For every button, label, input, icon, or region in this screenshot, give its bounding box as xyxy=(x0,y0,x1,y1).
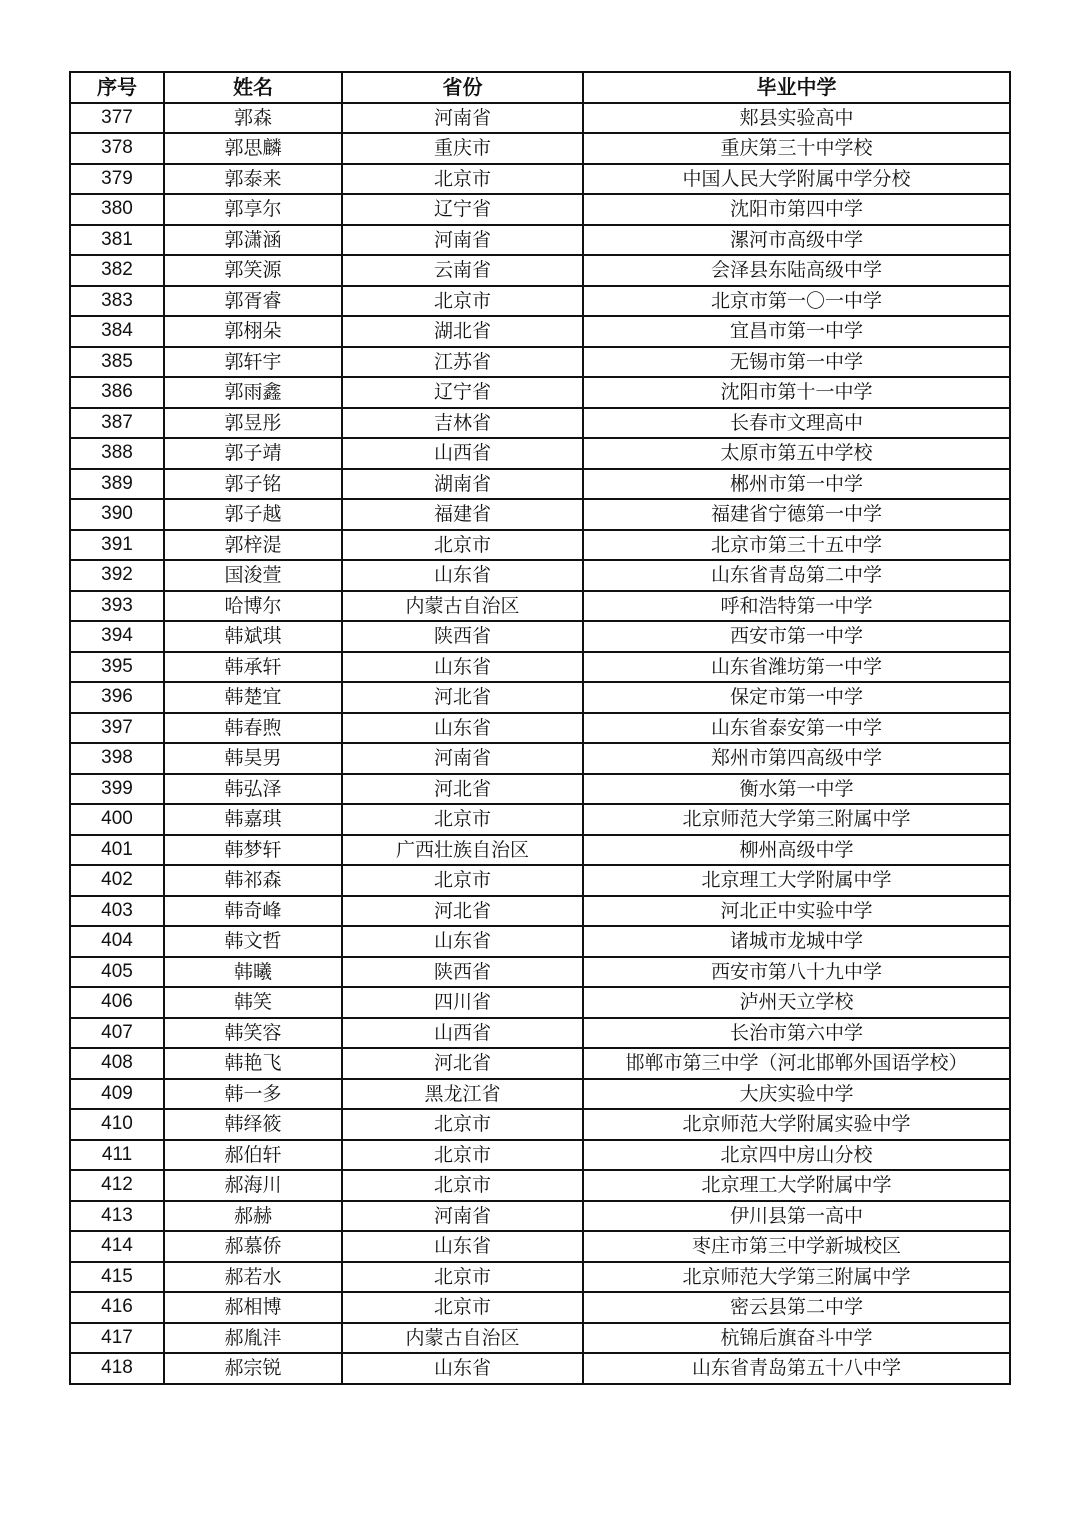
high-school-cell: 北京师范大学附属实验中学 xyxy=(583,1109,1010,1140)
serial-number-cell: 390 xyxy=(70,499,164,530)
serial-number-cell: 414 xyxy=(70,1231,164,1262)
high-school-cell: 北京四中房山分校 xyxy=(583,1140,1010,1171)
high-school-cell: 北京理工大学附属中学 xyxy=(583,1170,1010,1201)
header-province: 省份 xyxy=(342,72,583,103)
high-school-cell: 重庆第三十中学校 xyxy=(583,133,1010,164)
name-cell: 郭梓湜 xyxy=(164,530,342,561)
table-row xyxy=(70,1292,1010,1323)
high-school-cell: 郑州市第四高级中学 xyxy=(583,743,1010,774)
table-row xyxy=(70,255,1010,286)
province-cell: 云南省 xyxy=(342,255,583,286)
high-school-cell: 西安市第一中学 xyxy=(583,621,1010,652)
province-cell: 河北省 xyxy=(342,682,583,713)
serial-number-cell: 410 xyxy=(70,1109,164,1140)
serial-number-cell: 415 xyxy=(70,1262,164,1293)
name-cell: 哈博尔 xyxy=(164,591,342,622)
table-row xyxy=(70,682,1010,713)
name-cell: 郭子越 xyxy=(164,499,342,530)
table-row xyxy=(70,1140,1010,1171)
name-cell: 郭思麟 xyxy=(164,133,342,164)
province-cell: 河北省 xyxy=(342,896,583,927)
province-cell: 北京市 xyxy=(342,804,583,835)
province-cell: 山东省 xyxy=(342,560,583,591)
province-cell: 山东省 xyxy=(342,926,583,957)
table-row xyxy=(70,835,1010,866)
table-row xyxy=(70,1262,1010,1293)
province-cell: 河南省 xyxy=(342,1201,583,1232)
province-cell: 山西省 xyxy=(342,438,583,469)
high-school-cell: 郴州市第一中学 xyxy=(583,469,1010,500)
name-cell: 韩祁森 xyxy=(164,865,342,896)
table-row xyxy=(70,652,1010,683)
serial-number-cell: 413 xyxy=(70,1201,164,1232)
serial-number-cell: 387 xyxy=(70,408,164,439)
table-row xyxy=(70,438,1010,469)
province-cell: 北京市 xyxy=(342,1262,583,1293)
name-cell: 韩春煦 xyxy=(164,713,342,744)
high-school-cell: 山东省泰安第一中学 xyxy=(583,713,1010,744)
serial-number-cell: 398 xyxy=(70,743,164,774)
serial-number-cell: 380 xyxy=(70,194,164,225)
serial-number-cell: 384 xyxy=(70,316,164,347)
serial-number-cell: 379 xyxy=(70,164,164,195)
table-row xyxy=(70,377,1010,408)
serial-number-cell: 409 xyxy=(70,1079,164,1110)
province-cell: 山东省 xyxy=(342,652,583,683)
high-school-cell: 杭锦后旗奋斗中学 xyxy=(583,1323,1010,1354)
name-cell: 韩笑 xyxy=(164,987,342,1018)
name-cell: 韩斌琪 xyxy=(164,621,342,652)
province-cell: 广西壮族自治区 xyxy=(342,835,583,866)
name-cell: 韩奇峰 xyxy=(164,896,342,927)
table-row xyxy=(70,1109,1010,1140)
serial-number-cell: 395 xyxy=(70,652,164,683)
table-row xyxy=(70,499,1010,530)
name-cell: 韩文哲 xyxy=(164,926,342,957)
name-cell: 郭森 xyxy=(164,103,342,134)
serial-number-cell: 402 xyxy=(70,865,164,896)
name-cell: 郝赫 xyxy=(164,1201,342,1232)
table-row xyxy=(70,896,1010,927)
table-row xyxy=(70,1018,1010,1049)
table-body xyxy=(70,103,1010,1384)
serial-number-cell: 399 xyxy=(70,774,164,805)
table-row xyxy=(70,1079,1010,1110)
name-cell: 韩弘泽 xyxy=(164,774,342,805)
name-cell: 郭泰来 xyxy=(164,164,342,195)
table-row xyxy=(70,347,1010,378)
table-row xyxy=(70,133,1010,164)
name-cell: 郝胤沣 xyxy=(164,1323,342,1354)
table-row xyxy=(70,621,1010,652)
province-cell: 四川省 xyxy=(342,987,583,1018)
high-school-cell: 泸州天立学校 xyxy=(583,987,1010,1018)
serial-number-cell: 416 xyxy=(70,1292,164,1323)
high-school-cell: 大庆实验中学 xyxy=(583,1079,1010,1110)
high-school-cell: 中国人民大学附属中学分校 xyxy=(583,164,1010,195)
table-row xyxy=(70,926,1010,957)
serial-number-cell: 385 xyxy=(70,347,164,378)
serial-number-cell: 396 xyxy=(70,682,164,713)
serial-number-cell: 381 xyxy=(70,225,164,256)
table-row xyxy=(70,286,1010,317)
high-school-cell: 诸城市龙城中学 xyxy=(583,926,1010,957)
name-cell: 郭雨鑫 xyxy=(164,377,342,408)
province-cell: 吉林省 xyxy=(342,408,583,439)
high-school-cell: 呼和浩特第一中学 xyxy=(583,591,1010,622)
header-serial-number: 序号 xyxy=(70,72,164,103)
name-cell: 国浚萱 xyxy=(164,560,342,591)
high-school-cell: 福建省宁德第一中学 xyxy=(583,499,1010,530)
table-row xyxy=(70,1231,1010,1262)
name-cell: 韩一多 xyxy=(164,1079,342,1110)
name-cell: 郭享尔 xyxy=(164,194,342,225)
province-cell: 黑龙江省 xyxy=(342,1079,583,1110)
high-school-cell: 衡水第一中学 xyxy=(583,774,1010,805)
student-roster-table xyxy=(69,71,1011,1385)
serial-number-cell: 411 xyxy=(70,1140,164,1171)
province-cell: 河北省 xyxy=(342,1048,583,1079)
province-cell: 河北省 xyxy=(342,774,583,805)
name-cell: 郝慕侨 xyxy=(164,1231,342,1262)
high-school-cell: 无锡市第一中学 xyxy=(583,347,1010,378)
table-row xyxy=(70,987,1010,1018)
table-row xyxy=(70,1048,1010,1079)
name-cell: 郝相博 xyxy=(164,1292,342,1323)
name-cell: 韩承轩 xyxy=(164,652,342,683)
province-cell: 重庆市 xyxy=(342,133,583,164)
province-cell: 福建省 xyxy=(342,499,583,530)
table-row xyxy=(70,408,1010,439)
province-cell: 辽宁省 xyxy=(342,377,583,408)
province-cell: 江苏省 xyxy=(342,347,583,378)
province-cell: 湖南省 xyxy=(342,469,583,500)
high-school-cell: 西安市第八十九中学 xyxy=(583,957,1010,988)
high-school-cell: 宜昌市第一中学 xyxy=(583,316,1010,347)
name-cell: 郝若水 xyxy=(164,1262,342,1293)
table-row xyxy=(70,743,1010,774)
serial-number-cell: 400 xyxy=(70,804,164,835)
table-row xyxy=(70,1201,1010,1232)
table-row xyxy=(70,560,1010,591)
table-row xyxy=(70,774,1010,805)
high-school-cell: 山东省青岛第五十八中学 xyxy=(583,1353,1010,1384)
serial-number-cell: 403 xyxy=(70,896,164,927)
serial-number-cell: 397 xyxy=(70,713,164,744)
province-cell: 北京市 xyxy=(342,286,583,317)
name-cell: 郭昱彤 xyxy=(164,408,342,439)
province-cell: 北京市 xyxy=(342,164,583,195)
serial-number-cell: 377 xyxy=(70,103,164,134)
high-school-cell: 北京师范大学第三附属中学 xyxy=(583,1262,1010,1293)
header-name: 姓名 xyxy=(164,72,342,103)
table-row xyxy=(70,957,1010,988)
table-header xyxy=(70,72,1010,103)
name-cell: 韩昊男 xyxy=(164,743,342,774)
high-school-cell: 枣庄市第三中学新城校区 xyxy=(583,1231,1010,1262)
high-school-cell: 长春市文理高中 xyxy=(583,408,1010,439)
high-school-cell: 北京师范大学第三附属中学 xyxy=(583,804,1010,835)
serial-number-cell: 417 xyxy=(70,1323,164,1354)
table-row xyxy=(70,316,1010,347)
province-cell: 辽宁省 xyxy=(342,194,583,225)
name-cell: 郭栩朵 xyxy=(164,316,342,347)
table-row xyxy=(70,103,1010,134)
serial-number-cell: 386 xyxy=(70,377,164,408)
name-cell: 郭胥睿 xyxy=(164,286,342,317)
province-cell: 北京市 xyxy=(342,1109,583,1140)
high-school-cell: 沈阳市第十一中学 xyxy=(583,377,1010,408)
high-school-cell: 柳州高级中学 xyxy=(583,835,1010,866)
high-school-cell: 邯郸市第三中学（河北邯郸外国语学校） xyxy=(583,1048,1010,1079)
table-row xyxy=(70,194,1010,225)
name-cell: 韩绎筱 xyxy=(164,1109,342,1140)
serial-number-cell: 405 xyxy=(70,957,164,988)
serial-number-cell: 394 xyxy=(70,621,164,652)
name-cell: 郝海川 xyxy=(164,1170,342,1201)
high-school-cell: 北京市第三十五中学 xyxy=(583,530,1010,561)
table-row xyxy=(70,865,1010,896)
high-school-cell: 保定市第一中学 xyxy=(583,682,1010,713)
table-row xyxy=(70,713,1010,744)
serial-number-cell: 418 xyxy=(70,1353,164,1384)
serial-number-cell: 382 xyxy=(70,255,164,286)
high-school-cell: 伊川县第一高中 xyxy=(583,1201,1010,1232)
high-school-cell: 漯河市高级中学 xyxy=(583,225,1010,256)
serial-number-cell: 388 xyxy=(70,438,164,469)
name-cell: 郝宗锐 xyxy=(164,1353,342,1384)
header-row xyxy=(70,72,1010,103)
header-high-school: 毕业中学 xyxy=(583,72,1010,103)
name-cell: 韩曦 xyxy=(164,957,342,988)
table-row xyxy=(70,1323,1010,1354)
province-cell: 山东省 xyxy=(342,713,583,744)
table-row xyxy=(70,530,1010,561)
high-school-cell: 北京市第一〇一中学 xyxy=(583,286,1010,317)
high-school-cell: 长治市第六中学 xyxy=(583,1018,1010,1049)
serial-number-cell: 383 xyxy=(70,286,164,317)
province-cell: 河南省 xyxy=(342,103,583,134)
serial-number-cell: 404 xyxy=(70,926,164,957)
name-cell: 郭子铭 xyxy=(164,469,342,500)
province-cell: 内蒙古自治区 xyxy=(342,1323,583,1354)
table-row xyxy=(70,164,1010,195)
serial-number-cell: 389 xyxy=(70,469,164,500)
table-row xyxy=(70,804,1010,835)
name-cell: 郭潇涵 xyxy=(164,225,342,256)
name-cell: 郭笑源 xyxy=(164,255,342,286)
name-cell: 韩笑容 xyxy=(164,1018,342,1049)
province-cell: 陕西省 xyxy=(342,621,583,652)
province-cell: 湖北省 xyxy=(342,316,583,347)
serial-number-cell: 412 xyxy=(70,1170,164,1201)
table-row xyxy=(70,1170,1010,1201)
serial-number-cell: 393 xyxy=(70,591,164,622)
province-cell: 山东省 xyxy=(342,1353,583,1384)
high-school-cell: 太原市第五中学校 xyxy=(583,438,1010,469)
name-cell: 郭轩宇 xyxy=(164,347,342,378)
high-school-cell: 沈阳市第四中学 xyxy=(583,194,1010,225)
serial-number-cell: 378 xyxy=(70,133,164,164)
table-row xyxy=(70,1353,1010,1384)
province-cell: 河南省 xyxy=(342,225,583,256)
high-school-cell: 河北正中实验中学 xyxy=(583,896,1010,927)
serial-number-cell: 401 xyxy=(70,835,164,866)
high-school-cell: 密云县第二中学 xyxy=(583,1292,1010,1323)
serial-number-cell: 406 xyxy=(70,987,164,1018)
serial-number-cell: 392 xyxy=(70,560,164,591)
province-cell: 内蒙古自治区 xyxy=(342,591,583,622)
province-cell: 山西省 xyxy=(342,1018,583,1049)
province-cell: 北京市 xyxy=(342,530,583,561)
province-cell: 北京市 xyxy=(342,1140,583,1171)
high-school-cell: 山东省青岛第二中学 xyxy=(583,560,1010,591)
name-cell: 韩嘉琪 xyxy=(164,804,342,835)
table-row xyxy=(70,591,1010,622)
name-cell: 郭子靖 xyxy=(164,438,342,469)
province-cell: 陕西省 xyxy=(342,957,583,988)
name-cell: 韩梦轩 xyxy=(164,835,342,866)
province-cell: 北京市 xyxy=(342,865,583,896)
name-cell: 韩楚宜 xyxy=(164,682,342,713)
high-school-cell: 会泽县东陆高级中学 xyxy=(583,255,1010,286)
name-cell: 郝伯轩 xyxy=(164,1140,342,1171)
name-cell: 韩艳飞 xyxy=(164,1048,342,1079)
serial-number-cell: 408 xyxy=(70,1048,164,1079)
table-row xyxy=(70,225,1010,256)
serial-number-cell: 407 xyxy=(70,1018,164,1049)
high-school-cell: 郏县实验高中 xyxy=(583,103,1010,134)
province-cell: 北京市 xyxy=(342,1170,583,1201)
province-cell: 北京市 xyxy=(342,1292,583,1323)
serial-number-cell: 391 xyxy=(70,530,164,561)
high-school-cell: 北京理工大学附属中学 xyxy=(583,865,1010,896)
province-cell: 山东省 xyxy=(342,1231,583,1262)
table-row xyxy=(70,469,1010,500)
high-school-cell: 山东省潍坊第一中学 xyxy=(583,652,1010,683)
province-cell: 河南省 xyxy=(342,743,583,774)
